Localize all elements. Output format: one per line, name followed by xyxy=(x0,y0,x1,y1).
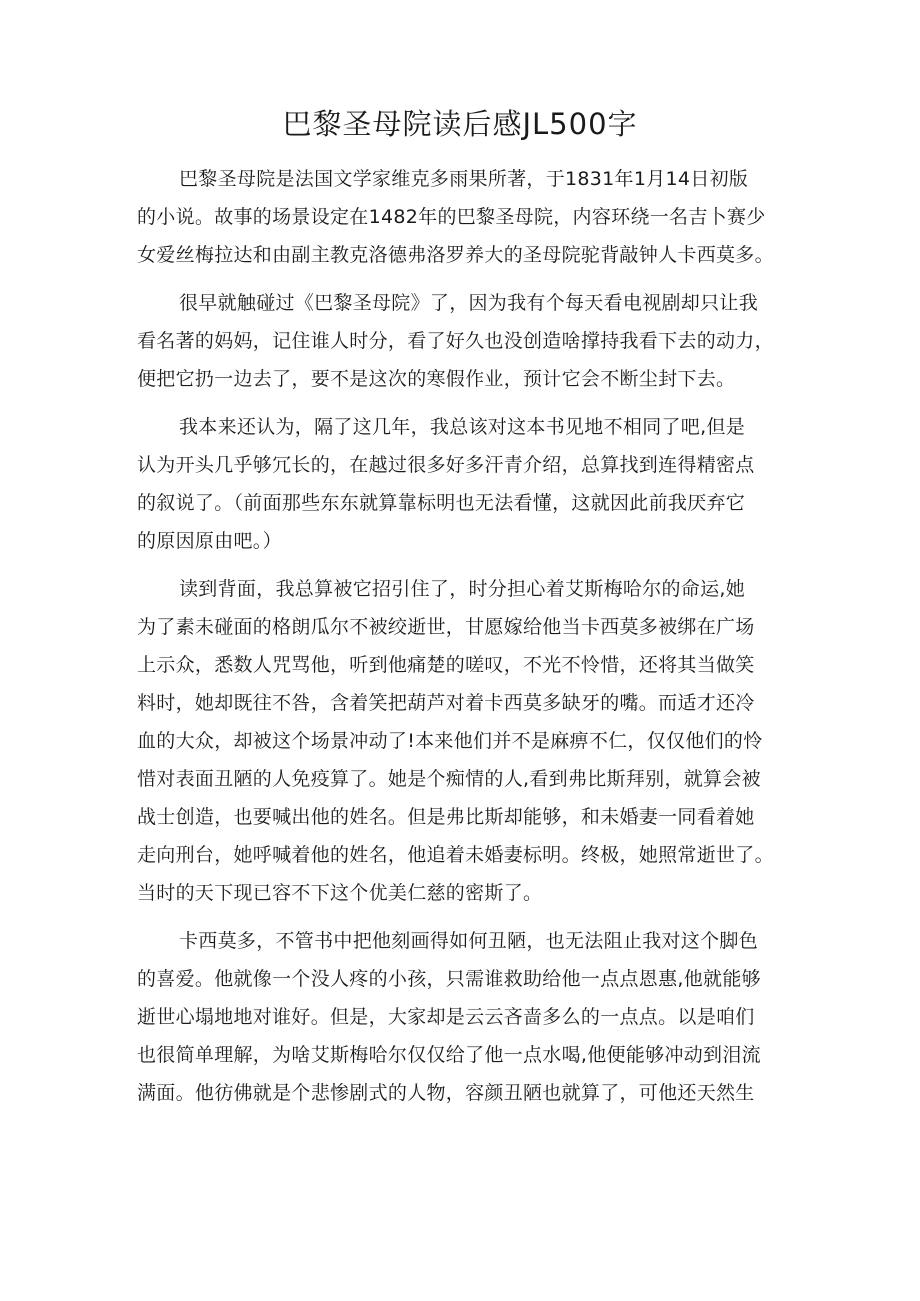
text-line: 上示众，悉数人咒骂他，听到他痛楚的嗟叹，不光不怜惜，还将其当做笑 xyxy=(137,654,755,676)
paragraph-4 xyxy=(137,570,789,912)
text-line: 的喜爱。他就像一个没人疼的小孩，只需谁救助给他一点点恩惠,他就能够 xyxy=(137,968,761,990)
text-line: 看名著的妈妈，记住谁人时分，看了好久也没创造啥撑持我看下去的动力， xyxy=(137,330,774,352)
text-line: 为了素未碰面的格朗瓜尔不被绞逝世，甘愿嫁给他当卡西莫多被绑在广场 xyxy=(137,616,755,638)
text-line: 的小说。故事的场景设定在1482年的巴黎圣母院，内容环绕一名吉卜赛少 xyxy=(137,206,766,228)
text-line: 认为开头几乎够冗长的，在越过很多好多汗青介绍，总算找到连得精密点 xyxy=(137,454,755,476)
document-body xyxy=(137,160,789,1112)
text-line: 很早就触碰过《巴黎圣母院》了，因为我有个每天看电视剧却只让我 xyxy=(179,292,759,314)
text-line: 也很简单理解，为啥艾斯梅哈尔仅仅给了他一点水喝,他便能够冲动到泪流 xyxy=(137,1044,761,1066)
paragraph-2 xyxy=(137,284,789,398)
text-line: 当时的天下现已容不下这个优美仁慈的密斯了。 xyxy=(137,882,543,904)
paragraph-3 xyxy=(137,408,789,560)
text-line: 的叙说了。（前面那些东东就算靠标明也无法看懂，这就因此前我厌弃它 xyxy=(137,492,746,514)
text-line: 料时，她却既往不咎，含着笑把葫芦对着卡西莫多缺牙的嘴。而适才还冷 xyxy=(137,692,755,714)
document-title: 巴黎圣母院读后感JL500字 xyxy=(282,107,638,141)
paragraph-5 xyxy=(137,922,789,1112)
text-line: 逝世心塌地地对谁好。但是，大家却是云云吝啬多么的一点点。以是咱们 xyxy=(137,1006,755,1028)
text-line: 血的大众，却被这个场景冲动了!本来他们并不是麻痹不仁，仅仅他们的怜 xyxy=(137,730,763,752)
text-line: 的原因原由吧。） xyxy=(137,530,282,552)
text-line: 便把它扔一边去了，要不是这次的寒假作业，预计它会不断尘封下去。 xyxy=(137,368,736,390)
text-line: 战士创造，也要喊出他的姓名。但是弗比斯却能够，和未婚妻一同看着她 xyxy=(137,806,755,828)
text-line: 我本来还认为，隔了这几年，我总该对这本书见地不相同了吧,但是 xyxy=(179,416,746,438)
text-line: 巴黎圣母院是法国文学家维克多雨果所著，于1831年1月14日初版 xyxy=(179,168,749,190)
text-line: 卡西莫多，不管书中把他刻画得如何丑陋，也无法阻止我对这个脚色 xyxy=(179,930,759,952)
text-line: 走向刑台，她呼喊着他的姓名，他追着未婚妻标明。终极，她照常逝世了。 xyxy=(137,844,774,866)
text-line: 满面。他彷佛就是个悲惨剧式的人物，容颜丑陋也就算了，可他还天然生 xyxy=(137,1082,755,1104)
paragraph-1 xyxy=(137,160,789,274)
text-line: 惜对表面丑陋的人免疫算了。她是个痴情的人,看到弗比斯拜别，就算会被 xyxy=(137,768,761,790)
text-line: 女爱丝梅拉达和由副主教克洛德弗洛罗养大的圣母院驼背敲钟人卡西莫多。 xyxy=(137,244,774,266)
text-line: 读到背面，我总算被它招引住了，时分担心着艾斯梅哈尔的命运,她 xyxy=(179,578,746,600)
